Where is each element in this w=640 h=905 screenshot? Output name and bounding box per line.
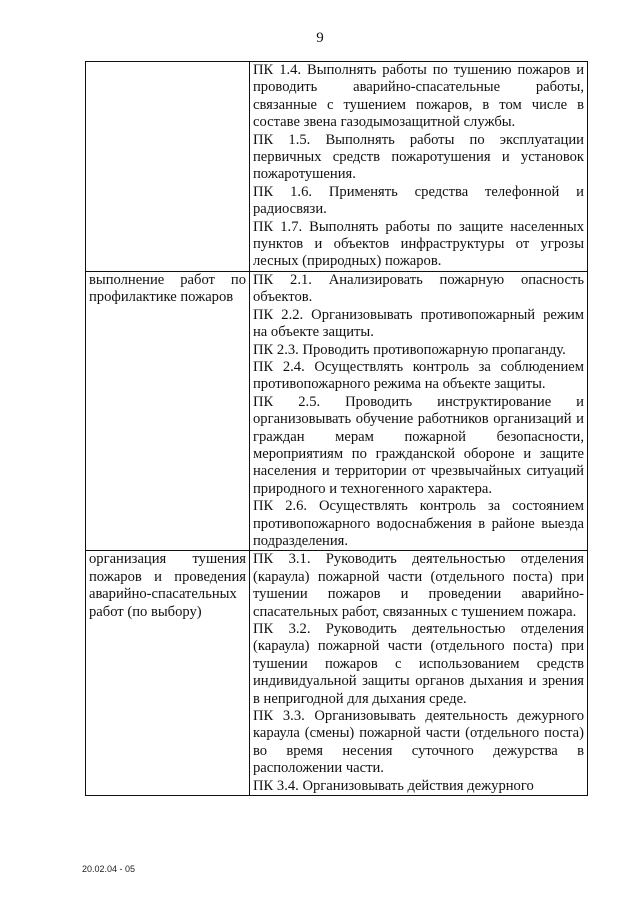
table-row [86,551,588,796]
activity-cell [86,62,250,272]
document-code: 20.02.04 - 05 [82,864,136,874]
competency-item: ПК 3.4. Организовывать действия дежурного [253,777,534,794]
competencies-table [85,61,588,796]
page-number: 9 [316,30,324,46]
competencies-cell [250,271,588,551]
table-row [86,271,588,551]
competency-item: ПК 1.7. Выполнять работы по защите населенных пунктов и объектов инфраструктуры от угрозы лесных (природных) пожаров. [253,218,584,270]
table-row [86,62,588,272]
activity-text: выполнение работ по профилактике пожаров [89,271,246,306]
competency-item: ПК 1.5. Выполнять работы по эксплуатации первичных средств пожаротушения и установок пожаротушения. [253,131,584,183]
competency-item: ПК 2.1. Анализировать пожарную опасность объектов. [253,271,584,306]
activity-cell [86,551,250,796]
competency-item: ПК 2.3. Проводить противопожарную пропаганду. [253,341,566,358]
competency-item: ПК 3.3. Организовывать деятельность дежурного караула (смены) пожарной части (отдельного поста) во время несения суточного дежурства в расположении части. [253,708,584,777]
competency-item: ПК 2.2. Организовывать противопожарный режим на объекте защиты. [253,306,584,341]
competency-item: ПК 2.4. Осуществлять контроль за соблюдением противопожарного режима на объекте защиты. [253,358,584,393]
competency-item: ПК 3.1. Руководить деятельностью отделения (караула) пожарной части (отдельного поста) при тушении пожаров и проведении аварийно-спасательных работ, связанных с тушением пожара. [253,551,584,620]
competencies-cell [250,62,588,272]
activity-text: организация тушения пожаров и проведения аварийно-спасательных работ (по выбору) [89,551,246,620]
competencies-cell [250,551,588,796]
activity-cell [86,271,250,551]
competency-item: ПК 2.6. Осуществлять контроль за состоянием противопожарного водоснабжения в районе выезда подразделения. [253,498,584,549]
competency-item: ПК 1.4. Выполнять работы по тушению пожаров и проводить аварийно-спасательные работы, связанные с тушением пожаров, в том числе в составе звена газодымозащитной службы. [253,62,584,131]
competency-item: ПК 1.6. Применять средства телефонной и радиосвязи. [253,183,584,218]
competency-item: ПК 3.2. Руководить деятельностью отделения (караула) пожарной части (отдельного поста) при тушении пожаров с использованием средств индивидуальной защиты органов дыхания и зрения в непригодной для дыхания среде. [253,621,584,707]
competency-item: ПК 2.5. Проводить инструктирование и организовывать обучение работников организаций и граждан мерам пожарной безопасности, мероприятиям по гражданской обороне и защите населения и территории от чрезвычайных ситуаций природного и техногенного характера. [253,393,584,497]
